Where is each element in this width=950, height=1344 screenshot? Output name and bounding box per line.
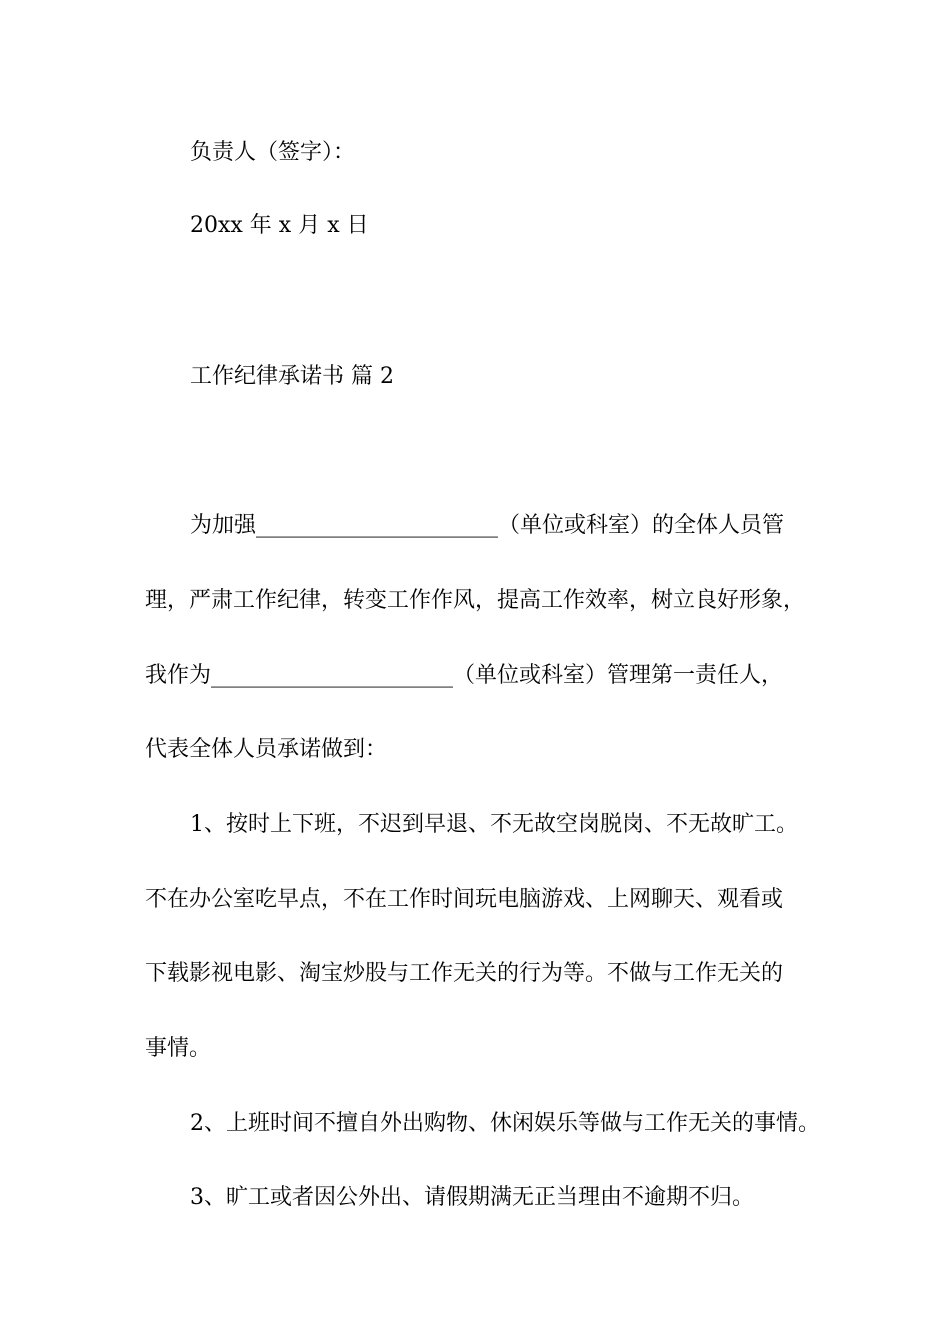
- paragraph-line: 2、上班时间不擅自外出购物、休闲娱乐等做与工作无关的事情。: [190, 1111, 820, 1136]
- paragraph-line: 我作为______________________（单位或科室）管理第一责任人，: [145, 663, 784, 688]
- paragraph-line: 下载影视电影、淘宝炒股与工作无关的行为等。不做与工作无关的: [145, 961, 784, 986]
- paragraph-line: 理，严肃工作纪律，转变工作作风，提高工作效率，树立良好形象，: [145, 588, 806, 613]
- paragraph-line: 3、旷工或者因公外出、请假期满无正当理由不逾期不归。: [190, 1185, 754, 1210]
- paragraph-line: 1、按时上下班，不迟到早退、不无故空岗脱岗、不无故旷工。: [190, 812, 798, 837]
- signature-date: 20xx 年 x 月 x 日: [190, 213, 369, 238]
- paragraph-line: 不在办公室吃早点，不在工作时间玩电脑游戏、上网聊天、观看或: [145, 887, 784, 912]
- signer-label: 负责人（签字）：: [190, 140, 356, 165]
- paragraph-line: 为加强______________________（单位或科室）的全体人员管: [190, 513, 785, 538]
- paragraph-line: 代表全体人员承诺做到：: [145, 737, 388, 762]
- section-title: 工作纪律承诺书 篇 2: [190, 364, 394, 389]
- paragraph-line: 事情。: [145, 1036, 212, 1061]
